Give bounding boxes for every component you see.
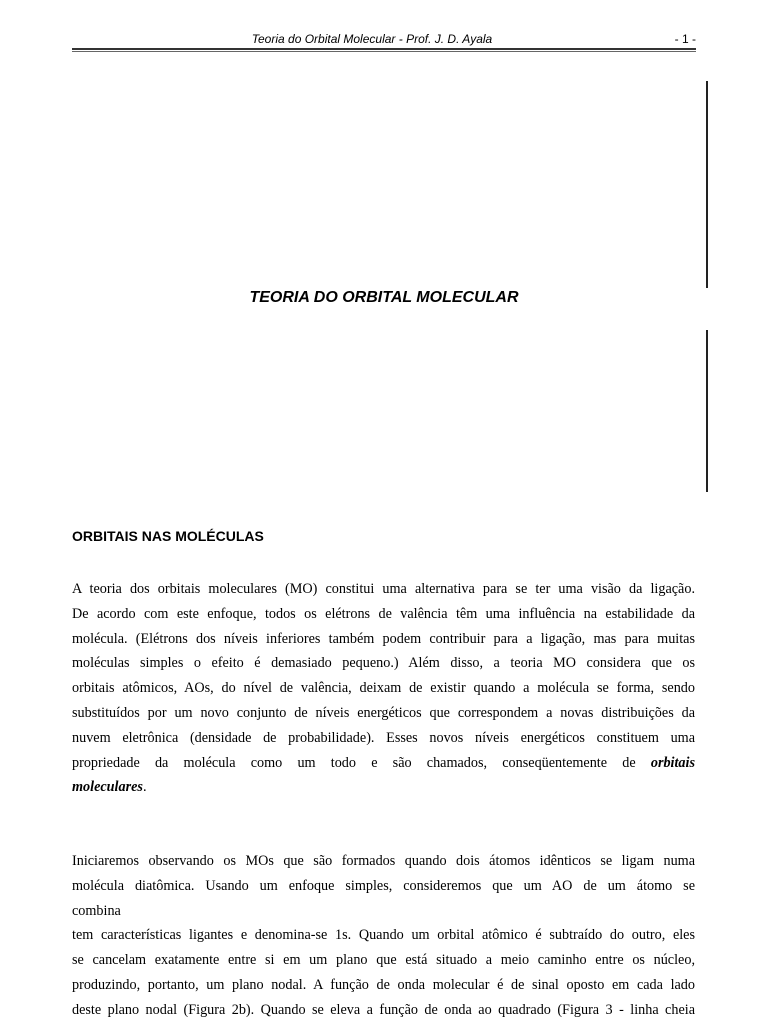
paragraph-diatomic	[72, 849, 695, 1023]
emphasis-term: orbitais	[650, 754, 695, 771]
header-rule	[72, 48, 696, 50]
paragraph-line: deste plano nodal (Figura 2b). Quando se eleva a função de onda ao quadrado (Figura 3 - linha cheia	[72, 1001, 695, 1018]
section-heading: ORBITAIS NAS MOLÉCULAS	[72, 528, 264, 544]
paragraph-line: moléculas simples o efeito é demasiado pequeno.) Além disso, a teoria MO considera que os	[72, 655, 695, 672]
header-title: Teoria do Orbital Molecular - Prof. J. D. Ayala	[251, 32, 493, 46]
document-title: TEORIA DO ORBITAL MOLECULAR	[249, 289, 519, 306]
paragraph-line-with-emphasis	[72, 751, 695, 776]
paragraph-intro	[72, 577, 695, 800]
paragraph-text: propriedade da molécula como um todo e são chamados, conseqüentemente de	[72, 754, 636, 771]
emphasis-term: moleculares	[72, 779, 143, 796]
page-header	[72, 32, 696, 48]
paragraph-line: se cancelam exatamente entre si em um plano que está situado a meio caminho entre os núcleo,	[72, 952, 695, 969]
header-rule-thin	[72, 51, 696, 52]
paragraph-line: De acordo com este enfoque, todos os elétrons de valência têm uma influência na estabilidade da	[72, 605, 695, 622]
paragraph-line: substituídos por um novo conjunto de níveis energéticos que correspondem a novas distribuições da	[72, 704, 695, 721]
paragraph-line: molécula diatômica. Usando um enfoque simples, consideremos que um AO de um átomo se	[72, 877, 695, 894]
paragraph-line: nuvem eletrônica (densidade de probabilidade). Esses novos níveis energéticos constituem uma	[72, 729, 695, 746]
paragraph-line: A teoria dos orbitais moleculares (MO) constitui uma alternativa para se ter uma visão da ligação.	[72, 581, 695, 597]
paragraph-line: combina	[72, 902, 121, 919]
paragraph-line: tem características ligantes e denomina-se 1s. Quando um orbital atômico é subtraído do outro, eles	[72, 927, 695, 944]
paragraph-line: molécula. (Elétrons dos níveis inferiores também podem contribuir para a ligação, mas para muitas	[72, 630, 695, 647]
paragraph-line: Iniciaremos observando os MOs que são formados quando dois átomos idênticos se ligam numa	[72, 853, 695, 869]
paragraph-line-last	[72, 775, 695, 800]
page-number: - 1 -	[674, 32, 696, 46]
paragraph-line: produzindo, portanto, um plano nodal. A função de onda molecular é de sinal oposto em cada lado	[72, 976, 695, 993]
paragraph-end: .	[142, 779, 147, 796]
margin-bar-top	[706, 81, 708, 288]
paragraph-line: orbitais atômicos, AOs, do nível de valência, deixam de existir quando a molécula se forma, sendo	[72, 680, 695, 697]
margin-bar-bottom	[706, 330, 708, 492]
